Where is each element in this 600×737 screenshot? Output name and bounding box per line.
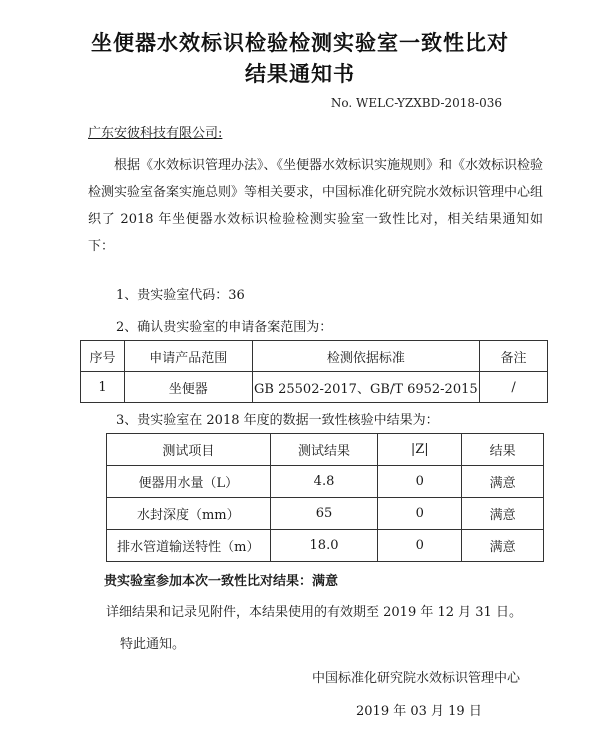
header-cell: 备注: [480, 341, 548, 372]
validity-note: 详细结果和记录见附件，本结果使用的有效期至 2019 年 12 月 31 日。: [106, 605, 522, 620]
table-cell: 4.8: [270, 466, 378, 498]
table-cell: 0: [378, 466, 462, 498]
notice-closing: 特此通知。: [120, 637, 186, 652]
header-cell: |Z|: [378, 434, 462, 466]
table-row: [107, 498, 544, 530]
addressee: 广东安彼科技有限公司:: [88, 126, 223, 141]
table-cell: 满意: [462, 498, 544, 530]
table-row: [107, 530, 544, 562]
header-cell: 申请产品范围: [124, 341, 252, 372]
conclusion-text: 贵实验室参加本次一致性比对结果：满意: [104, 574, 339, 589]
table-header-row: [81, 341, 548, 372]
scope-table: [80, 340, 548, 403]
table-cell: GB 25502-2017、GB/T 6952-2015: [252, 372, 480, 403]
header-cell: 序号: [81, 341, 125, 372]
table-cell: 坐便器: [124, 372, 252, 403]
table-row: [81, 372, 548, 403]
table-cell: 满意: [462, 530, 544, 562]
lab-code-item: 1、贵实验室代码：36: [116, 288, 245, 303]
table-cell: 满意: [462, 466, 544, 498]
body-paragraph: 根据《水效标识管理办法》、《坐便器水效标识实施规则》和《水效标识检验检测实验室备案实施总则》等相关要求，中国标准化研究院水效标识管理中心组织了 2018 年坐便器水效标识检验检测实验室一致性比对，相关结果通知如下：: [88, 158, 544, 254]
table-header-row: [107, 434, 544, 466]
header-cell: 测试结果: [270, 434, 378, 466]
table-cell: 65: [270, 498, 378, 530]
scope-item: 2、确认贵实验室的申请备案范围为：: [116, 320, 333, 335]
table-cell: 1: [81, 372, 125, 403]
document-title-line1: 坐便器水效标识检验检测实验室一致性比对: [91, 31, 509, 55]
results-item: 3、贵实验室在 2018 年度的数据一致性核验中结果为：: [116, 413, 439, 428]
table-cell: 便器用水量（L）: [107, 466, 271, 498]
table-cell: 18.0: [270, 530, 378, 562]
table-cell: 0: [378, 530, 462, 562]
document-number: No. WELC-YZXBD-2018-036: [330, 96, 502, 110]
header-cell: 检测依据标准: [252, 341, 480, 372]
table-cell: 水封深度（mm）: [107, 498, 271, 530]
results-table: [106, 433, 544, 562]
table-row: [107, 466, 544, 498]
header-cell: 测试项目: [107, 434, 271, 466]
issuer-name: 中国标准化研究院水效标识管理中心: [312, 671, 521, 686]
issue-date: 2019 年 03 月 19 日: [356, 704, 482, 719]
table-cell: 排水管道输送特性（m）: [107, 530, 271, 562]
header-cell: 结果: [462, 434, 544, 466]
table-cell: /: [480, 372, 548, 403]
document-title-line2: 结果通知书: [245, 62, 355, 86]
table-cell: 0: [378, 498, 462, 530]
